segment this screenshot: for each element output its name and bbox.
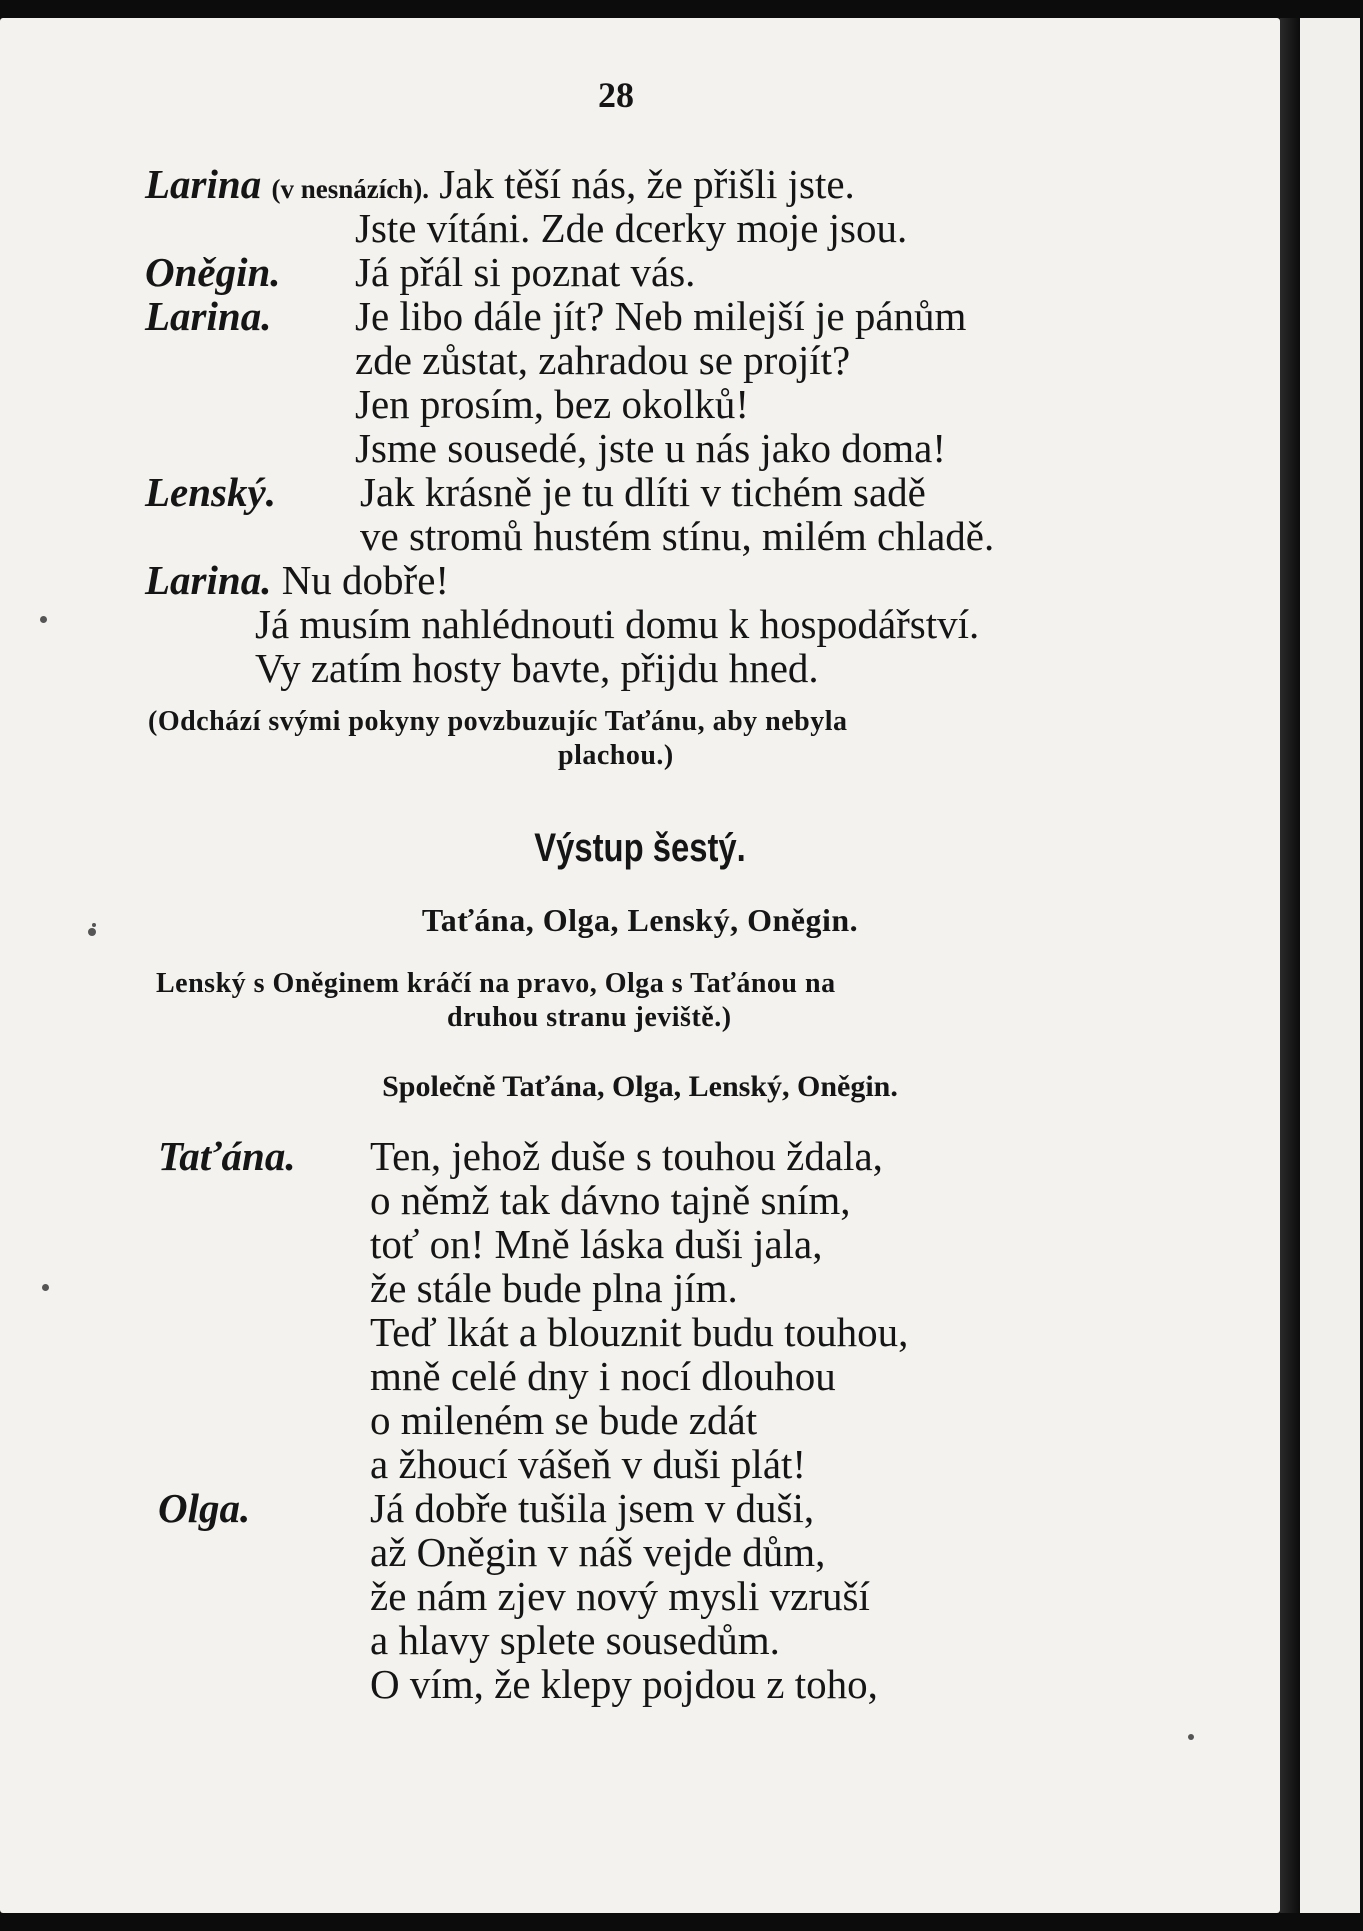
verse-line [370,1530,825,1574]
line-text: o mileném se bude zdát [370,1397,758,1443]
verse-line [370,1266,738,1310]
characters-list: Taťána, Olga, Lenský, Oněgin. [421,902,859,938]
verse-line [370,1574,870,1618]
scan-speck [1188,1734,1194,1740]
line-text: o němž tak dávno tajně sním, [370,1177,851,1223]
verse-line [370,1398,757,1442]
dialogue-line [355,206,907,250]
verse-line [370,1662,878,1706]
line-text: Vy zatím hosty bavte, přijdu hned. [255,645,819,691]
speaker-name: Larina. [145,557,272,603]
dialogue-line [255,646,819,690]
dialogue-line [360,514,994,558]
verse-line [158,1486,814,1530]
speaker-name: Larina [145,161,262,207]
line-text: Já musím nahlédnouti domu k hospodářství. [255,601,980,647]
line-text: že nám zjev nový mysli vzruší [370,1573,870,1619]
verse-line [158,1134,883,1178]
line-text: ve stromů hustém stínu, milém chladě. [360,513,995,559]
line-text: Teď lkát a blouznit budu touhou, [370,1309,909,1355]
speaker-name: Lenský. [145,469,276,515]
scene-heading: Výstup šestý. [534,826,746,870]
line-text: a hlavy splete sousedům. [370,1617,780,1663]
line-text: toť on! Mně láska duši jala, [370,1221,823,1267]
dialogue-line [355,382,749,426]
speaker-name: Taťána. [158,1133,296,1179]
page-number: 28 [598,75,634,115]
dialogue-line [255,602,979,646]
line-text: Nu dobře! [281,557,450,603]
line-text: až Oněgin v náš vejde dům, [370,1529,826,1575]
stage-direction: Lenský s Oněginem kráčí na pravo, Olga s Taťánou na [156,968,836,999]
line-text: mně celé dny i nocí dlouhou [370,1353,836,1399]
dialogue-line [355,338,850,382]
dialogue-line [145,250,695,294]
line-text: O vím, že klepy pojdou z toho, [370,1661,878,1707]
stage-direction: druhou stranu jeviště.) [447,1002,732,1033]
scan-speck [88,928,96,936]
line-text: Já přál si poznat vás. [355,249,696,295]
page-gutter [1280,18,1300,1913]
scan-speck [40,616,47,623]
scan-speck [92,923,96,927]
line-text: Ten, jehož duše s touhou ždala, [370,1133,883,1179]
verse-line [370,1442,806,1486]
line-text: Jen prosím, bez okolků! [355,381,749,427]
stage-direction: (Odchází svými pokyny povzbuzujíc Taťánu, aby nebyla [148,706,848,737]
dialogue-line [145,558,449,602]
line-text: že stále bude plna jím. [370,1265,738,1311]
dialogue-line [145,294,966,338]
verse-line [370,1618,780,1662]
stage-aside: (v nesnázích). [271,174,429,204]
line-text: a žhoucí vášeň v duši plát! [370,1441,807,1487]
ensemble-direction: Společně Taťána, Olga, Lenský, Oněgin. [382,1070,898,1103]
next-page-edge [1300,18,1360,1913]
verse-line [370,1354,836,1398]
dialogue-line [355,426,946,470]
scan-speck [42,1284,49,1291]
stage-direction: plachou.) [558,740,674,771]
speaker-name: Olga. [158,1485,251,1531]
speaker-name: Oněgin. [145,249,281,295]
verse-line [370,1222,822,1266]
line-text: Jak těší nás, že přišli jste. [439,161,855,207]
line-text: Já dobře tušila jsem v duši, [370,1485,815,1531]
line-text: Jak krásně je tu dlíti v tichém sadě [360,469,926,515]
line-text: zde zůstat, zahradou se projít? [355,337,851,383]
line-text: Jste vítáni. Zde dcerky moje jsou. [355,205,908,251]
verse-line [370,1310,908,1354]
line-text: Je libo dále jít? Neb milejší je pánům [355,293,967,339]
dialogue-line [145,162,855,211]
speaker-name: Larina. [145,293,272,339]
verse-line [370,1178,851,1222]
book-page [0,18,1280,1913]
dialogue-line [145,470,926,514]
line-text: Jsme sousedé, jste u nás jako doma! [355,425,946,471]
